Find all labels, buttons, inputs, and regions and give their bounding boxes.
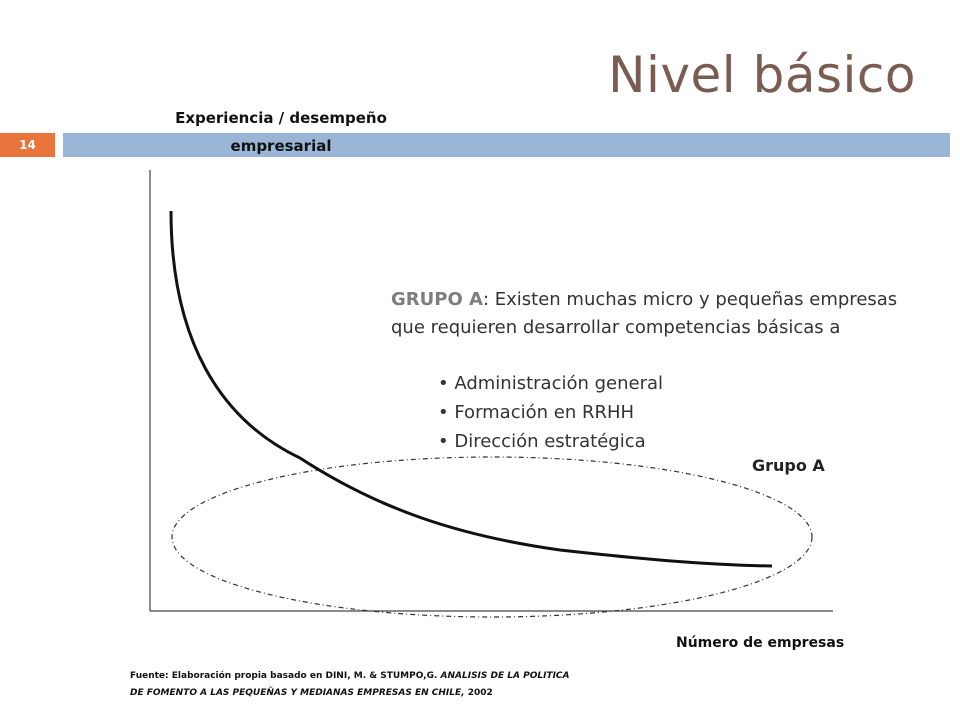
source-line1: Fuente: Elaboración propia basado en DINI, M. & STUMPO,G. — [130, 671, 441, 681]
group-description-text: : Existen muchas micro y pequeñas empresas que requieren desarrollar competencias básicas a — [391, 289, 898, 338]
slide-title: Nivel básico — [608, 46, 916, 104]
y-axis-label: Experiencia / desempeño empresarial — [175, 109, 387, 155]
x-axis-label: Número de empresas — [676, 635, 845, 651]
list-item: • Administración general — [438, 373, 664, 394]
competency-list — [438, 369, 663, 456]
source-line1-italic: ANALISIS DE LA POLITICA — [440, 671, 570, 681]
source-citation — [130, 668, 570, 702]
group-label: Grupo A — [752, 456, 825, 475]
source-line2: 2002 — [464, 688, 493, 698]
list-item: • Formación en RRHH — [438, 402, 635, 423]
group-lead: GRUPO A — [391, 289, 483, 310]
list-item: • Dirección estratégica — [438, 431, 646, 452]
slide-number: 14 — [0, 133, 55, 157]
source-line2-italic: DE FOMENTO A LAS PEQUEÑAS Y MEDIANAS EMPRESAS EN CHILE, — [130, 688, 465, 698]
group-description — [391, 286, 931, 342]
